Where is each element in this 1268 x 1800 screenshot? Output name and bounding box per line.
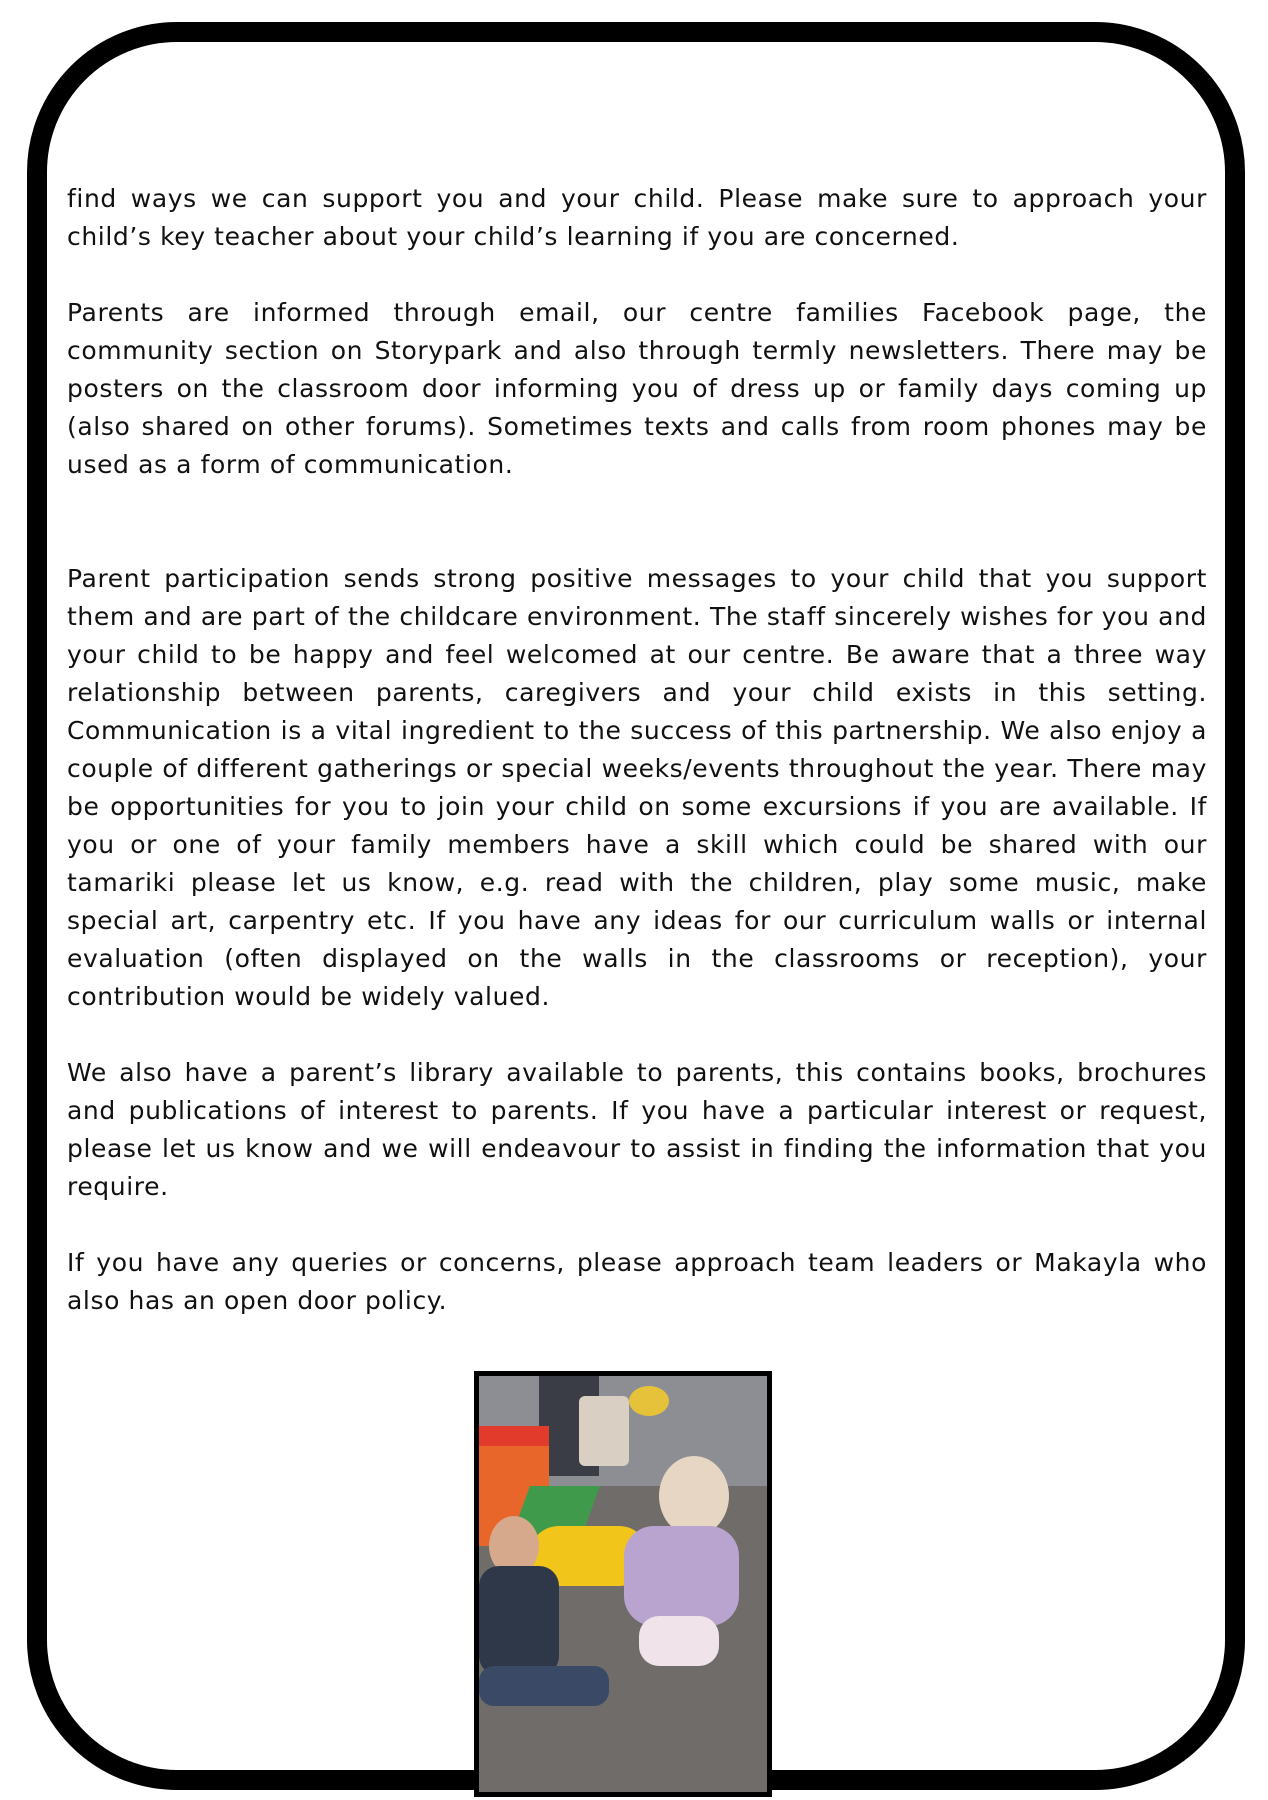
paragraph-parent-participation: Parent participation sends strong positive messages to your child that you support them and are part of the childcare environment. The staff sincerely wishes for you and your child to be happy and feel welcomed at our centre. Be aware that a three way relationship between parents, caregivers and your child exists in this setting. Communication is a vital ingredient to the success of this partnership. We also enjoy a couple of different gatherings or special weeks/events throughout the year. There may be opportunities for you to join your child on some excursions if you are available. If you or one of your family members have a skill which could be shared with our tamariki please let us know, e.g. read with the children, play some music, make special art, carpentry etc. If you have any ideas for our curriculum walls or internal evaluation (often displayed on the walls in the classrooms or reception), your contribution would be widely valued. bbox=[67, 564, 1207, 1011]
children-playing-photo bbox=[474, 1371, 772, 1797]
paragraph-parent-library: We also have a parent’s library available to parents, this contains books, brochures and publications of interest to parents. If you have a particular interest or request, please let us know and we will endeavour to assist in finding the information that you require. bbox=[67, 1058, 1207, 1201]
paragraph-communication: Parents are informed through email, our centre families Facebook page, the community section on Storypark and also through termly newsletters. There may be posters on the classroom door informing you of dress up or family days coming up (also shared on other forums). Sometimes texts and calls from room phones may be used as a form of communication. bbox=[67, 298, 1207, 479]
paragraph-support: find ways we can support you and your child. Please make sure to approach your child’s key teacher about your child’s learning if you are concerned. bbox=[67, 184, 1207, 251]
paragraph-queries: If you have any queries or concerns, please approach team leaders or Makayla who also has an open door policy. bbox=[67, 1248, 1207, 1315]
document-body bbox=[67, 180, 1207, 1320]
